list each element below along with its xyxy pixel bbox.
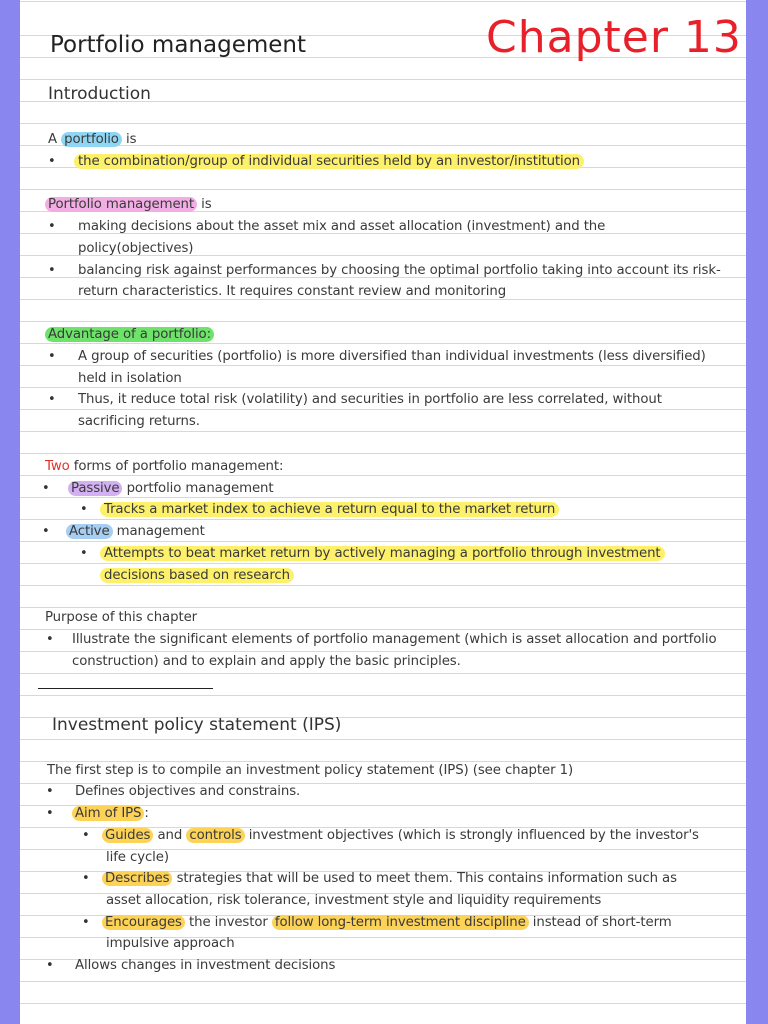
list-item: Thus, it reduce total risk (volatility) and securities in portfolio are less correlated, without [78,392,662,407]
passive-item: Passive portfolio management [68,480,274,498]
list-item: Allows changes in investment decisions [75,958,336,973]
aim-sub-item-cont: asset allocation, risk tolerance, investment style and liquidity requirements [106,893,602,908]
aim-sub-item: Describes strategies that will be used to meet them. This contains information such as [102,870,677,888]
active-highlight: Active [66,524,113,539]
aim-sub-item: Guides and controls investment objectives (which is strongly influenced by the investor's [102,827,699,845]
bullet: • [82,915,90,930]
bullet: • [42,524,50,539]
aim-sub-item-cont: life cycle) [106,850,169,865]
list-item: making decisions about the asset mix and asset allocation (investment) and the [78,219,606,234]
bullet: • [48,392,56,407]
bullet: • [80,546,88,561]
bullet: • [48,349,56,364]
bullet: • [48,154,56,169]
portfolio-management-highlight: Portfolio management [45,197,197,212]
list-item-cont: construction) and to explain and apply the basic principles. [72,654,461,669]
bullet: • [82,871,90,886]
portfolio-highlight: portfolio [61,132,122,147]
divider [38,688,213,689]
list-item: balancing risk against performances by choosing the optimal portfolio taking into account its risk- [78,263,721,278]
list-item-cont: held in isolation [78,371,182,386]
purpose-heading: Purpose of this chapter [45,610,198,625]
portfolio-definition-line: A portfolio is [48,132,137,147]
bullet: • [46,806,54,821]
notes-page [20,0,746,1024]
list-item-cont: sacrificing returns. [78,414,200,429]
aim-sub-item-cont: impulsive approach [106,936,235,951]
forms-heading: Two forms of portfolio management: [45,459,284,474]
bullet: • [46,632,54,647]
active-item: Active management [66,523,205,541]
bullet: • [46,784,54,799]
bullet: • [80,502,88,517]
bullet: • [48,263,56,278]
active-sub-item: Attempts to beat market return by actively managing a portfolio through investment [100,545,665,563]
bullet: • [46,958,54,973]
section-heading-introduction: Introduction [48,84,151,104]
page-title: Portfolio management [50,32,306,58]
chapter-label: Chapter 13 [486,12,742,63]
portfolio-definition: the combination/group of individual securities held by an investor/institution [74,153,584,171]
list-item: A group of securities (portfolio) is more diversified than individual investments (less diversified) [78,349,706,364]
list-item-cont: policy(objectives) [78,241,194,256]
list-item-cont: return characteristics. It requires constant review and monitoring [78,284,507,299]
bullet: • [42,481,50,496]
advantage-heading: Advantage of a portfolio: [45,326,214,344]
portfolio-management-line: Portfolio management is [45,196,212,214]
list-item: Defines objectives and constrains. [75,784,301,799]
passive-sub-item: Tracks a market index to achieve a return equal to the market return [100,501,559,519]
ips-first-step: The first step is to compile an investment policy statement (IPS) (see chapter 1) [47,763,574,778]
section-heading-ips: Investment policy statement (IPS) [52,715,342,735]
active-sub-item-cont: decisions based on research [100,567,294,585]
bullet: • [48,219,56,234]
aim-sub-item: Encourages the investor follow long-term investment discipline instead of short-term [102,914,672,932]
bullet: • [82,828,90,843]
aim-item: Aim of IPS : [72,805,149,823]
passive-highlight: Passive [68,481,122,496]
list-item: Illustrate the significant elements of portfolio management (which is asset allocation and portfolio [72,632,717,647]
